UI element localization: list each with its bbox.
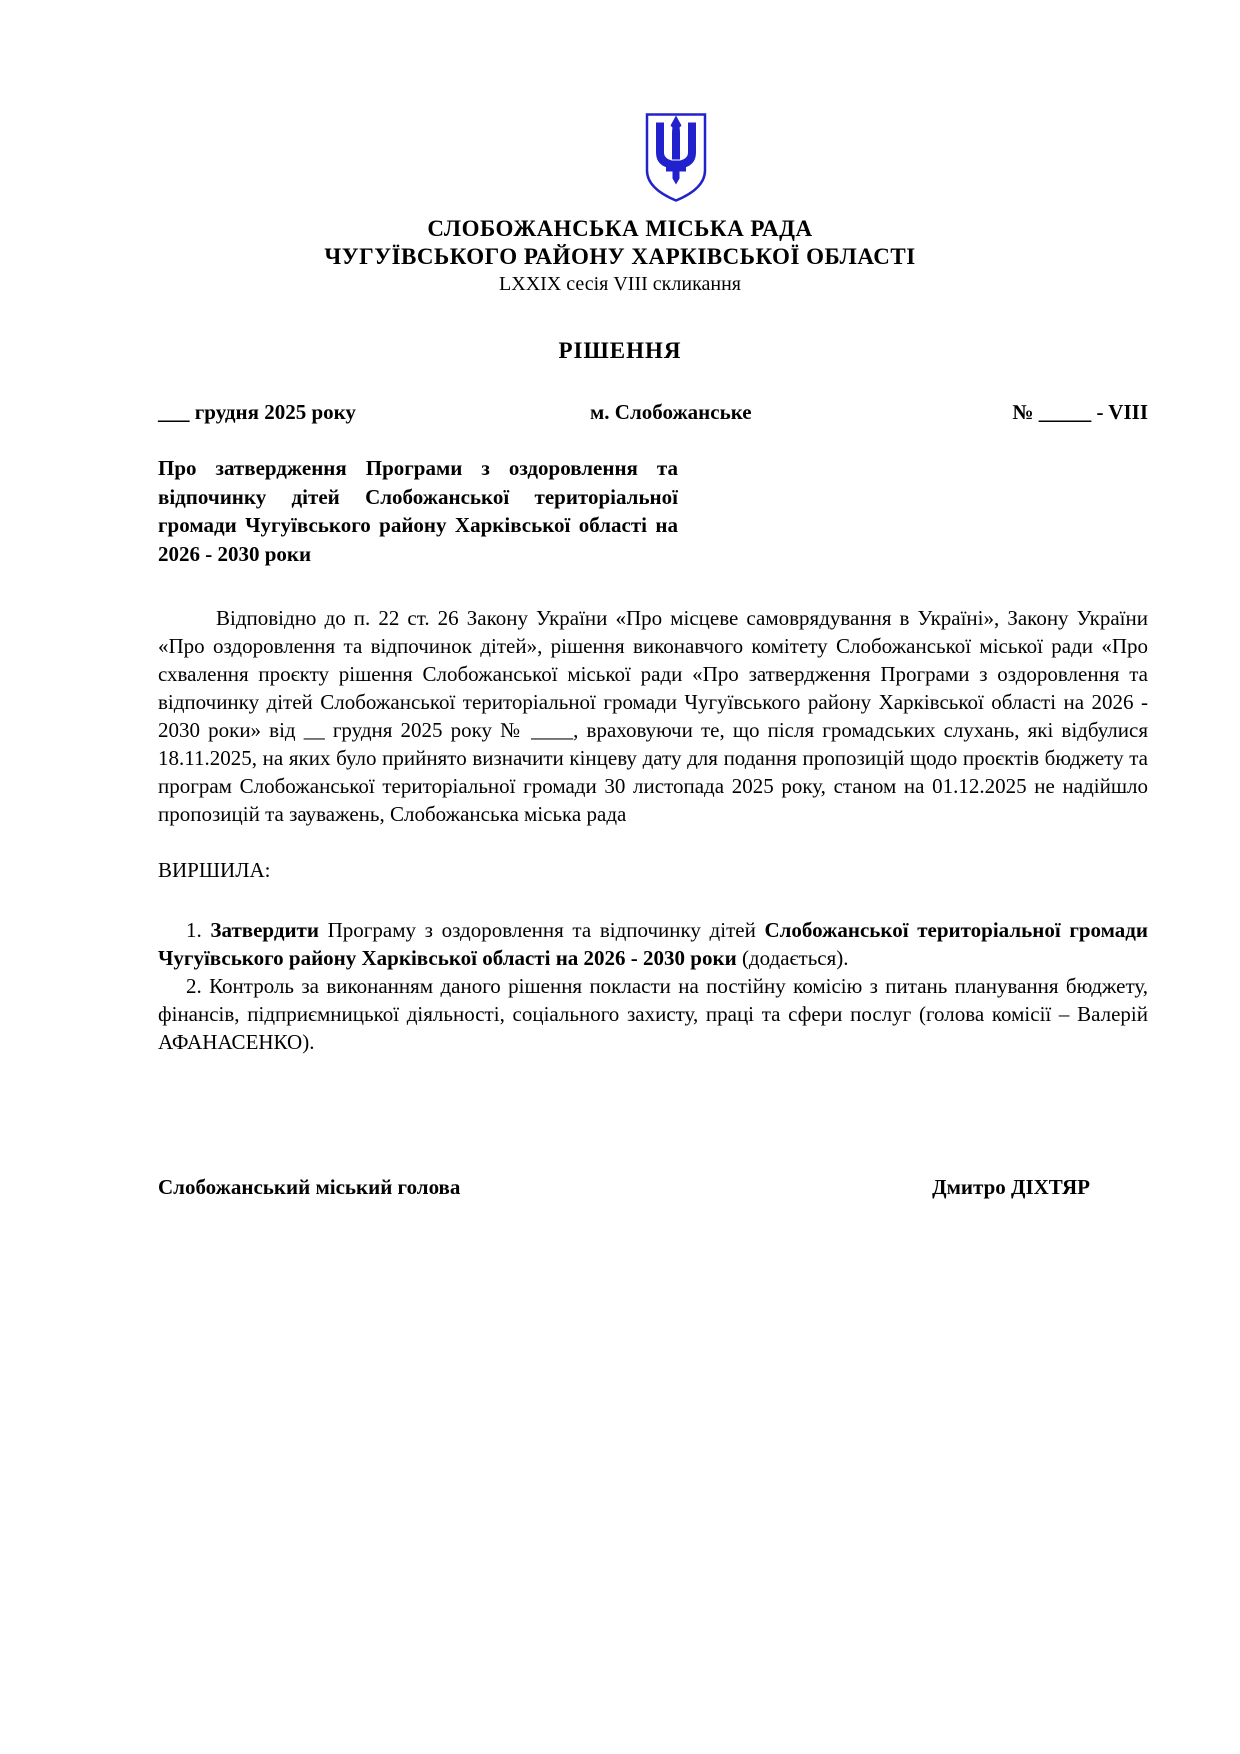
document-body <box>0 400 1240 1200</box>
decision-item-2: 2. Контроль за виконанням даного рішення покласти на постійну комісію з питань планування бюджету, фінансів, підприємницької діяльності, соціального захисту, праці та сфери послуг (голова комісії – Валерій АФАНАСЕНКО). <box>158 974 1148 1054</box>
org-name-line1: СЛОБОЖАНСЬКА МІСЬКА РАДА <box>427 216 813 241</box>
org-name-line2: ЧУГУЇВСЬКОГО РАЙОНУ ХАРКІВСЬКОЇ ОБЛАСТІ <box>324 244 916 269</box>
number-field: № _____ - VIII <box>1012 400 1148 424</box>
signature-name: Дмитро ДІХТЯР <box>932 1175 1090 1199</box>
document-header <box>0 0 1240 363</box>
ukraine-trident-icon <box>644 112 708 203</box>
subject-block: Про затвердження Програми з оздоровлення та відпочинку дітей Слобожанської територіальної громади Чугуївського району Харківської області на 2026 - 2030 роки <box>158 456 678 566</box>
place-field: м. Слобожанське <box>590 400 752 424</box>
decision-1-text: Програму з оздоровлення та відпочинку дітей <box>327 918 756 942</box>
decision-1-program: Слобожанської територіальної громади Чугуївського району Харківської області на 2026 - 2030 роки <box>158 918 1149 970</box>
decision-item-1 <box>158 916 1148 972</box>
decision-1-number: 1. <box>186 918 202 942</box>
document-type-title: РІШЕННЯ <box>558 338 682 363</box>
signature-row <box>158 1174 1148 1200</box>
decision-1-action: Затвердити <box>210 918 319 942</box>
preamble-paragraph: Відповідно до п. 22 ст. 26 Закону України «Про місцеве самоврядування в Україні», Закону України «Про оздоровлення та відпочинок дітей», рішення виконавчого комітету Слобожанської міської ради «Про схвалення проєкту рішення Слобожанської міської ради «Про затвердження Програми з оздоровлення та відпочинку дітей Слобожанської територіальної громади Чугуївського району Харківської області на 2026 - 2030 роки» від __ грудня 2025 року № ____, враховуючи те, що після громадських слухань, які відбулися 18.11.2025, на яких було прийнято визначити кінцеву дату для подання пропозицій щодо проєктів бюджету та програм Слобожанської територіальної громади 30 листопада 2025 року, станом на 01.12.2025 не надійшло пропозицій та зауважень, Слобожанська міська рада <box>158 606 1148 826</box>
meta-row <box>158 400 1148 430</box>
signature-title: Слобожанський міський голова <box>158 1175 461 1199</box>
decision-1-tail: (додається). <box>741 946 849 970</box>
session-line: LXXIX сесія VIII скликання <box>499 273 741 295</box>
resolved-label: ВИРШИЛА: <box>158 858 271 882</box>
date-field: ___ грудня 2025 року <box>158 400 356 424</box>
